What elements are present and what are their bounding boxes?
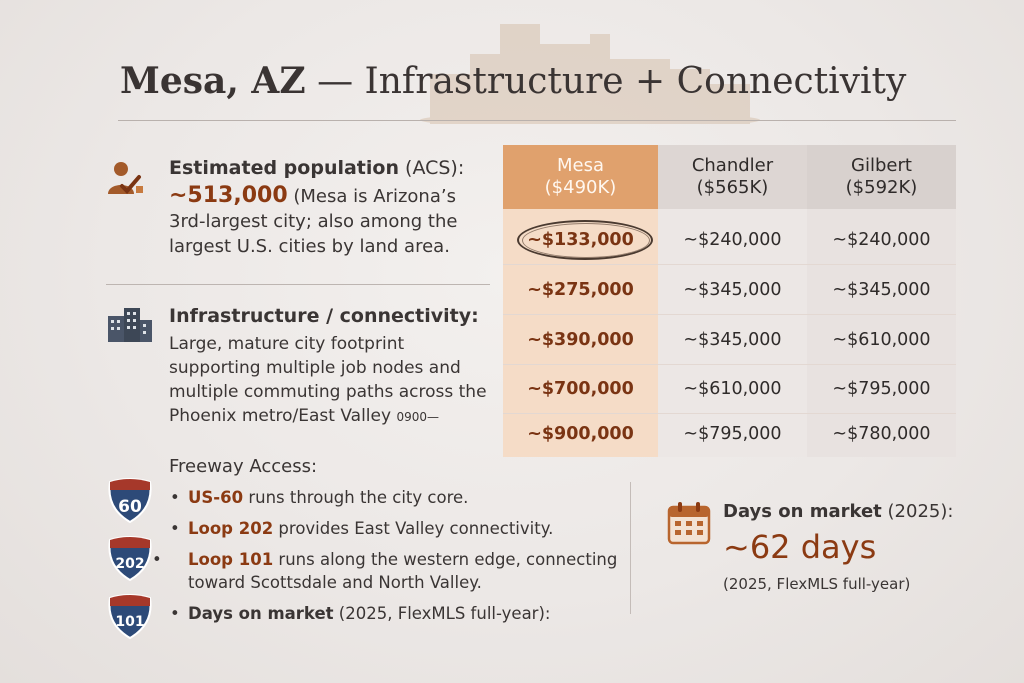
population-source: (ACS): xyxy=(405,157,465,179)
freeway-item-text: runs along the western edge, connecting toward Scottsdale and North Valley. xyxy=(188,550,618,592)
header-price: ($592K) xyxy=(845,177,918,198)
section-divider xyxy=(106,284,490,285)
population-value-block xyxy=(169,183,489,259)
infrastructure-body xyxy=(169,332,499,429)
freeway-item-text: runs through the city core. xyxy=(243,488,469,507)
freeway-item-label: Days on market xyxy=(188,604,334,623)
header-name: Gilbert xyxy=(851,155,912,176)
buildings-icon xyxy=(106,306,154,342)
title-city: Mesa, AZ xyxy=(120,60,306,102)
population-value: ~513,000 xyxy=(169,183,288,208)
population-heading xyxy=(169,156,464,181)
table-cell: ~$240,000 xyxy=(683,230,782,250)
infrastructure-heading: Infrastructure / connectivity: xyxy=(169,305,479,327)
title-subtitle: — Infrastructure + Connectivity xyxy=(317,61,907,102)
person-check-icon xyxy=(106,160,146,196)
table-cell: ~$610,000 xyxy=(832,330,931,350)
table-cell: ~$345,000 xyxy=(683,330,782,350)
table-cell: ~$795,000 xyxy=(832,379,931,399)
freeway-item-label: Loop 202 xyxy=(188,519,274,538)
days-on-market-heading xyxy=(723,499,953,524)
us-60-shield-label: 60 xyxy=(118,497,142,517)
freeway-item-us-60: • US-60 runs through the city core. xyxy=(170,488,469,507)
table-cell: ~$345,000 xyxy=(832,280,931,300)
days-on-market-note: (2025, FlexMLS full-year) xyxy=(723,575,911,593)
table-cell: ~$133,000 xyxy=(527,230,634,250)
us-60-shield-icon xyxy=(106,478,154,524)
population-label: Estimated population xyxy=(169,157,399,179)
freeway-heading: Freeway Access: xyxy=(169,456,318,477)
table-cell: ~$390,000 xyxy=(527,330,634,350)
header-chandler xyxy=(658,145,807,209)
loop-101-shield-icon xyxy=(106,594,154,640)
freeway-item-label: US-60 xyxy=(188,488,244,507)
table-cell: ~$700,000 xyxy=(527,379,634,399)
header-price: ($565K) xyxy=(696,177,769,198)
header-name: Chandler xyxy=(691,155,774,176)
freeway-item-label: Loop 101 xyxy=(188,550,274,569)
header-gilbert xyxy=(807,145,956,209)
table-cell: ~$780,000 xyxy=(832,424,931,444)
calendar-icon xyxy=(666,500,712,546)
freeway-item-days-on-market: • Days on market (2025, FlexMLS full-year): xyxy=(170,604,551,623)
population-note: (Mesa is Arizona’s 3rd-largest city; also among the largest U.S. cities by land area. xyxy=(169,186,458,257)
freeway-item-text: (2025, FlexMLS full-year): xyxy=(333,604,551,623)
table-cell: ~$240,000 xyxy=(832,230,931,250)
freeway-item-loop-101: • Loop 101 runs along the western edge, connecting toward Scottsdale and North Valley. xyxy=(152,550,618,592)
table-cell: ~$275,000 xyxy=(527,280,634,300)
loop-202-shield-label: 202 xyxy=(115,556,145,572)
vertical-divider xyxy=(630,482,631,614)
days-on-market-year: (2025): xyxy=(887,501,954,522)
header-mesa xyxy=(503,145,658,209)
freeway-item-loop-202: • Loop 202 provides East Valley connectivity. xyxy=(170,519,554,538)
infrastructure-tail: 0900— xyxy=(396,410,440,424)
title-divider xyxy=(118,120,956,121)
table-cell: ~$900,000 xyxy=(527,424,634,444)
loop-202-shield-icon xyxy=(106,536,154,582)
loop-101-shield-label: 101 xyxy=(115,614,145,630)
infrastructure-text: Large, mature city footprint supporting multiple job nodes and multiple commuting paths across the Phoenix metro/East Valley xyxy=(169,334,487,426)
freeway-item-text: provides East Valley connectivity. xyxy=(273,519,554,538)
header-price: ($490K) xyxy=(544,177,617,198)
table-cell: ~$795,000 xyxy=(683,424,782,444)
table-cell: ~$610,000 xyxy=(683,379,782,399)
page-title xyxy=(120,60,906,102)
days-on-market-value: ~62 days xyxy=(723,528,877,566)
header-name: Mesa xyxy=(556,155,604,176)
days-on-market-label: Days on market xyxy=(723,501,882,522)
price-comparison-table xyxy=(503,145,956,457)
table-cell: ~$345,000 xyxy=(683,280,782,300)
